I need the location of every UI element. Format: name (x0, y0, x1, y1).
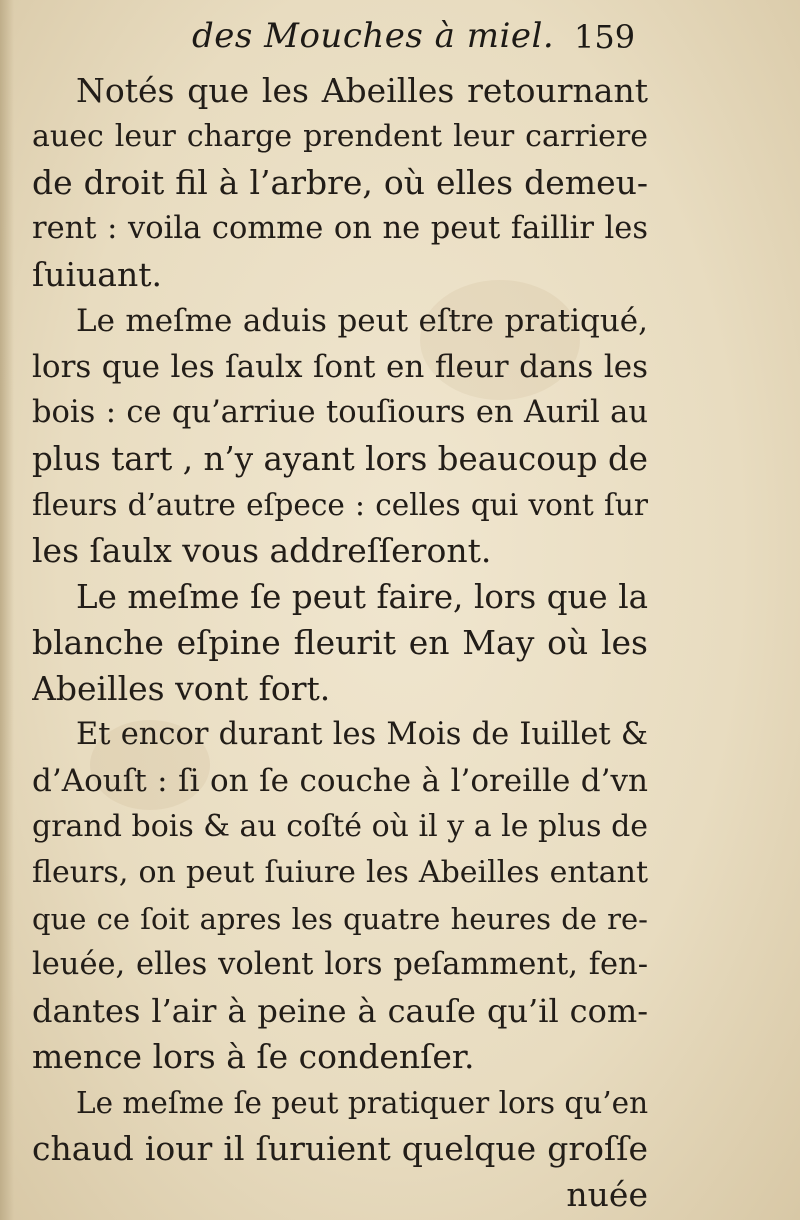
text-line: d’Aouſt : ſi on ſe couche à l’oreille d’vn (32, 763, 648, 799)
text-line: plus tart , n’y ayant lors beaucoup de (32, 440, 648, 478)
page-number: 159 (574, 18, 636, 56)
text-line: auec leur charge prendent leur carriere (32, 119, 648, 154)
text-line: mence lors à ſe condenſer. (32, 1037, 475, 1076)
text-line: Notés que les Abeilles retournant (76, 71, 648, 110)
text-line: chaud iour il ſuruient quelque groſſe (32, 1129, 648, 1168)
text-line: les ſaulx vous addreſſeront. (32, 531, 492, 570)
catchword: nuée (566, 1175, 648, 1214)
text-line: Le meſme ſe peut faire, lors que la (76, 578, 648, 616)
text-line: que ce ſoit apres les quatre heures de re- (32, 902, 648, 936)
text-line: Le meſme aduis peut eſtre pratiqué, (76, 303, 648, 339)
text-line: rent : voila comme on ne peut faillir les (32, 211, 648, 246)
running-head: des Mouches à miel. (192, 16, 555, 56)
text-line: de droit fil à l’arbre, où elles demeu- (32, 163, 648, 202)
page-header (0, 10, 800, 70)
page-edge-shadow (0, 0, 14, 1220)
text-line: Le meſme ſe peut pratiquer lors qu’en (76, 1086, 648, 1120)
text-line: lors que les ſaulx ſont en fleur dans les (32, 349, 648, 385)
text-line: Et encor durant les Mois de Iuillet & (76, 717, 648, 752)
text-line: bois : ce qu’arriue touſiours en Auril au (32, 395, 648, 430)
text-line: fleurs d’autre eſpece : celles qui vont ſur (32, 488, 648, 522)
text-line: blanche eſpine fleurit en May où les (32, 623, 648, 662)
text-line: leuée, elles volent lors peſamment, fen- (32, 947, 648, 982)
text-line: dantes l’air à peine à cauſe qu’il com- (32, 992, 648, 1030)
text-line: ſuiuant. (32, 255, 162, 294)
text-line: fleurs, on peut ſuiure les Abeilles entant (32, 855, 648, 890)
body-text (32, 68, 648, 1218)
text-line: Abeilles vont fort. (32, 669, 331, 708)
text-line: grand bois & au coſté où il y a le plus de (32, 809, 648, 844)
